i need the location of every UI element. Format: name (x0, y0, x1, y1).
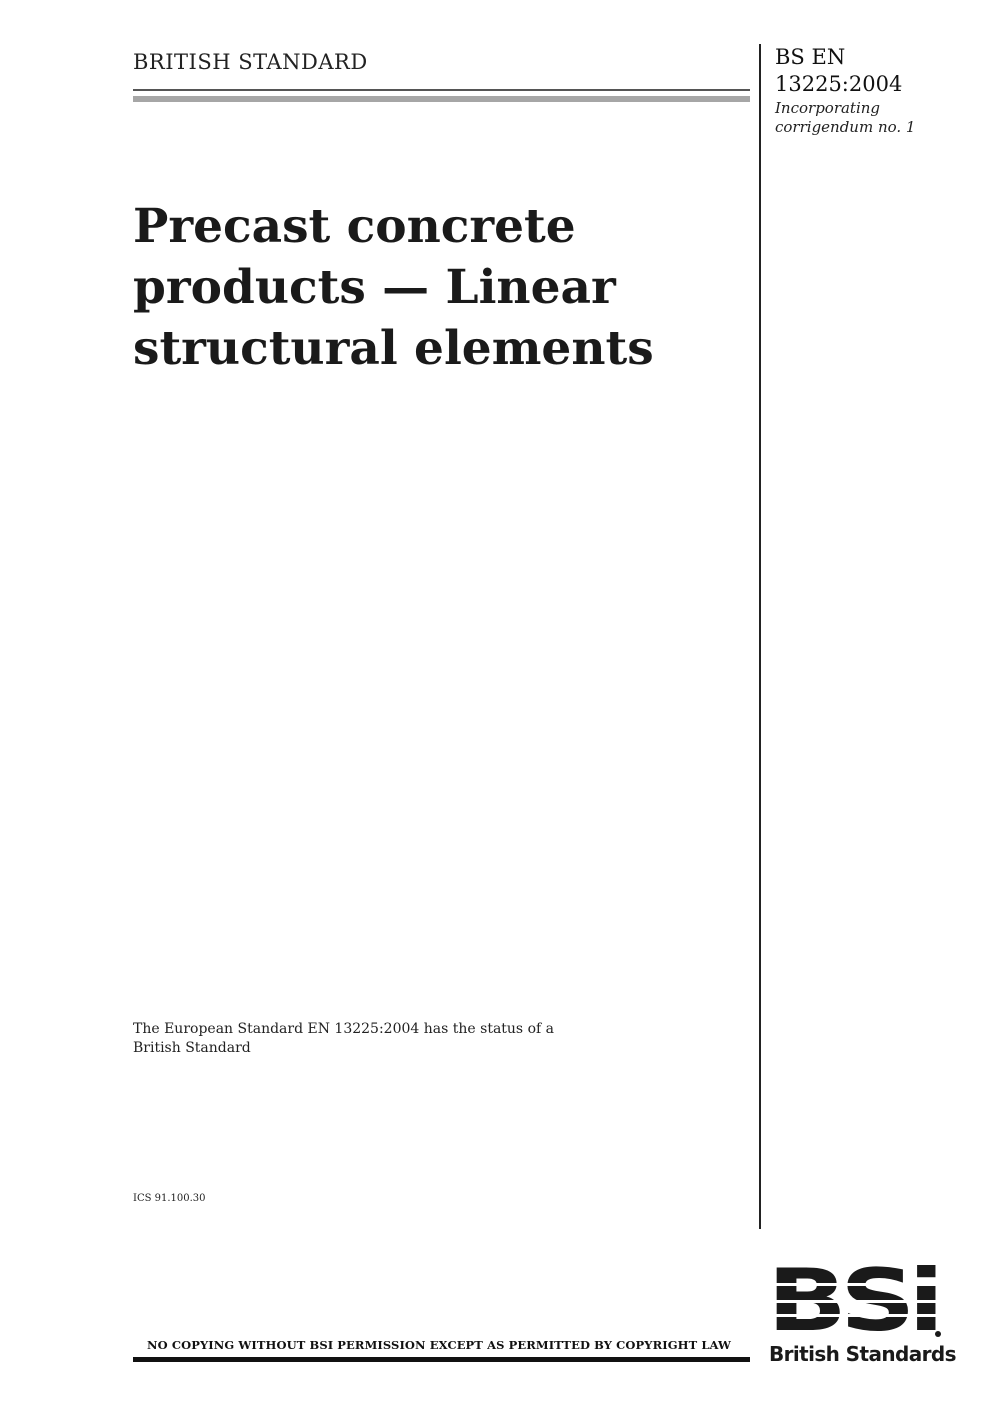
title-line2: products — Linear (133, 260, 616, 315)
title-line1: Precast concrete (133, 199, 576, 254)
copyright-notice: NO COPYING WITHOUT BSI PERMISSION EXCEPT AS PERMITTED BY COPYRIGHT LAW (147, 1338, 732, 1352)
ics-code: ICS 91.100.30 (133, 1193, 206, 1204)
bsi-logo-caption: British Standards (769, 1342, 956, 1366)
standard-number (775, 44, 902, 98)
header-bar (133, 96, 750, 102)
status-line1: The European Standard EN 13225:2004 has the status of a (133, 1021, 554, 1037)
footer-rule (133, 1357, 750, 1362)
bsi-logo (767, 1262, 956, 1372)
status-statement (133, 1020, 613, 1058)
corrigendum-note (775, 99, 915, 137)
document-title (133, 196, 733, 379)
bsi-logo-mark-icon (767, 1262, 945, 1342)
corrigendum-note-line1: Incorporating (775, 99, 881, 117)
series-label: BRITISH STANDARD (133, 50, 368, 74)
standard-number-line2: 13225:2004 (775, 72, 903, 96)
vertical-divider (759, 44, 761, 1229)
title-line3: structural elements (133, 321, 654, 376)
status-line2: British Standard (133, 1040, 251, 1056)
corrigendum-note-line2: corrigendum no. 1 (775, 118, 916, 136)
standard-number-line1: BS EN (775, 45, 846, 69)
header-rule (133, 89, 750, 91)
